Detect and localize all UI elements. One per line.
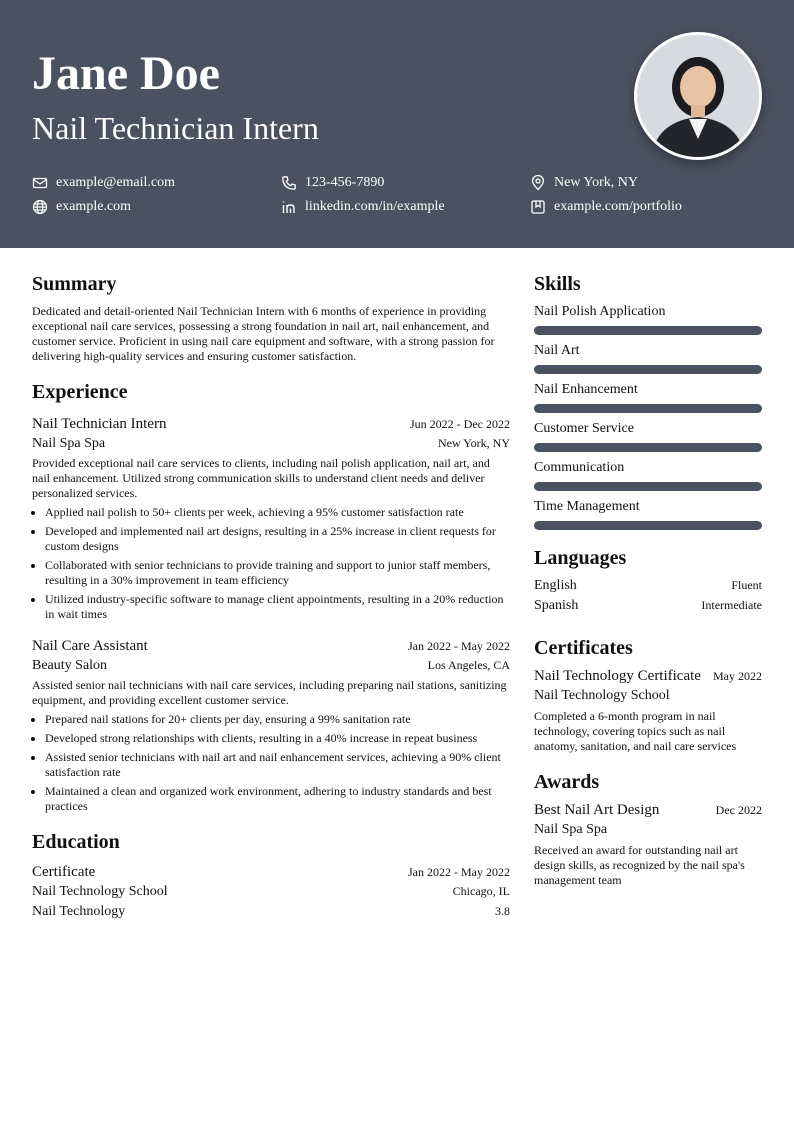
job-location: Los Angeles, CA (427, 658, 510, 672)
skill-label: Nail Art (534, 343, 580, 358)
contact-website[interactable] (32, 198, 131, 216)
skill-item (534, 302, 762, 335)
skill-label: Time Management (534, 499, 640, 514)
job-description: Provided exceptional nail care services to clients, including nail polish application, nail art, and nail enhancement. Utilized strong communication skills to understand client needs and deliver personalized services. (32, 456, 490, 500)
certificate-description: Completed a 6-month program in nail technology, covering topics such as nail anatomy, sanitation, and nail care services (534, 709, 737, 753)
list-item: • Applied nail polish to 50+ clients per week, achieving a 95% customer satisfaction rate (45, 505, 510, 520)
skills-section (534, 272, 762, 530)
education-location: Chicago, IL (452, 884, 510, 898)
contact-phone-text: 123-456-7890 (305, 175, 385, 190)
skill-bar (534, 482, 762, 491)
candidate-name: Jane Doe (32, 47, 220, 100)
language-level: Intermediate (701, 598, 762, 612)
language-item (534, 596, 762, 616)
education-heading: Education (32, 831, 120, 853)
certificates-section (534, 636, 762, 754)
education-school: Nail Technology School (32, 884, 168, 899)
language-name: Spanish (534, 598, 579, 613)
contact-linkedin-text: linkedin.com/in/example (305, 199, 445, 214)
award-issuer: Nail Spa Spa (534, 822, 608, 837)
list-item: • Assisted senior technicians with nail art and nail enhancement services, achieving a 90% client satisfaction rate (45, 750, 510, 780)
job-entry (32, 636, 510, 814)
job-company: Beauty Salon (32, 658, 108, 673)
skill-item (534, 458, 762, 491)
job-entry (32, 414, 510, 622)
profile-photo (634, 32, 762, 160)
contact-portfolio[interactable] (530, 198, 682, 216)
experience-section (32, 380, 510, 814)
contact-location (530, 174, 638, 192)
contact-phone[interactable] (281, 174, 384, 192)
language-level: Fluent (731, 578, 762, 592)
job-dates: Jan 2022 - May 2022 (408, 639, 510, 653)
job-title: Nail Technician Intern (32, 416, 167, 432)
skill-label: Communication (534, 460, 625, 475)
summary-heading: Summary (32, 273, 117, 295)
skill-bar (534, 326, 762, 335)
resume-header (0, 0, 794, 248)
linkedin-icon (281, 199, 297, 215)
certificate-date: May 2022 (713, 669, 762, 683)
globe-icon (32, 199, 48, 215)
skill-label: Nail Enhancement (534, 382, 638, 397)
award-name: Best Nail Art Design (534, 802, 660, 818)
list-item: • Utilized industry-specific software to manage client appointments, resulting in a 20% reduction in wait times (45, 592, 510, 622)
education-gpa: 3.8 (495, 904, 510, 918)
education-dates: Jan 2022 - May 2022 (408, 865, 510, 879)
job-dates: Jun 2022 - Dec 2022 (410, 417, 510, 431)
award-date: Dec 2022 (715, 803, 762, 817)
list-item: • Maintained a clean and organized work environment, adhering to industry standards and best practices (45, 784, 510, 814)
side-column (534, 272, 762, 888)
job-achievements (32, 712, 510, 814)
awards-section (534, 770, 762, 888)
education-field: Nail Technology (32, 904, 126, 919)
summary-text: Dedicated and detail-oriented Nail Technician Intern with 6 months of experience in providing exceptional nail care services, possessing a strong foundation in nail art, nail enhancement, and customer service. Proficient in using nail care equipment and software, with a strong passion for delivering high-quality services and ensuring customer satisfaction. (32, 304, 495, 363)
contact-website-text: example.com (56, 199, 132, 214)
awards-heading: Awards (534, 771, 600, 793)
language-item (534, 576, 762, 596)
main-column (32, 272, 510, 922)
skill-bar (534, 443, 762, 452)
languages-heading: Languages (534, 547, 627, 569)
contact-location-text: New York, NY (554, 175, 639, 190)
certificates-heading: Certificates (534, 637, 633, 659)
skill-bar (534, 365, 762, 374)
job-location: New York, NY (437, 436, 510, 450)
job-description: Assisted senior nail technicians with nail care services, including preparing nail stations, sanitizing equipment, and providing excellent customer service. (32, 678, 507, 707)
language-name: English (534, 578, 577, 593)
education-degree: Certificate (32, 864, 96, 880)
list-item: • Prepared nail stations for 20+ clients per day, ensuring a 99% sanitation rate (45, 712, 510, 727)
list-item: • Developed strong relationships with clients, resulting in a 40% increase in repeat business (45, 731, 510, 746)
job-title: Nail Care Assistant (32, 638, 148, 654)
contact-portfolio-text: example.com/portfolio (554, 199, 682, 214)
skill-label: Nail Polish Application (534, 304, 666, 319)
skill-item (534, 341, 762, 374)
job-company: Nail Spa Spa (32, 436, 106, 451)
skills-heading: Skills (534, 273, 581, 295)
skill-label: Customer Service (534, 421, 634, 436)
contact-linkedin[interactable] (281, 198, 445, 216)
contact-email-text: example@email.com (56, 175, 176, 190)
job-achievements (32, 505, 510, 622)
certificate-issuer: Nail Technology School (534, 688, 670, 703)
education-section (32, 830, 510, 922)
phone-icon (281, 175, 297, 191)
mail-icon (32, 175, 48, 191)
languages-section (534, 546, 762, 616)
skill-item (534, 380, 762, 413)
portfolio-icon (530, 199, 546, 215)
location-pin-icon (530, 175, 546, 191)
list-item: • Developed and implemented nail art designs, resulting in a 25% increase in client requests for custom designs (45, 524, 510, 554)
contact-email[interactable] (32, 174, 175, 192)
skill-bar (534, 521, 762, 530)
certificate-name: Nail Technology Certificate (534, 668, 701, 684)
candidate-title: Nail Technician Intern (32, 110, 319, 146)
skills-list (534, 302, 762, 530)
skill-item (534, 419, 762, 452)
experience-heading: Experience (32, 381, 128, 403)
skill-bar (534, 404, 762, 413)
summary-section (32, 272, 510, 364)
list-item: • Collaborated with senior technicians to provide training and support to junior staff members, resulting in a 30% improvement in team efficiency (45, 558, 510, 588)
skill-item (534, 497, 762, 530)
award-description: Received an award for outstanding nail art design skills, as recognized by the nail spa's management team (534, 843, 745, 887)
